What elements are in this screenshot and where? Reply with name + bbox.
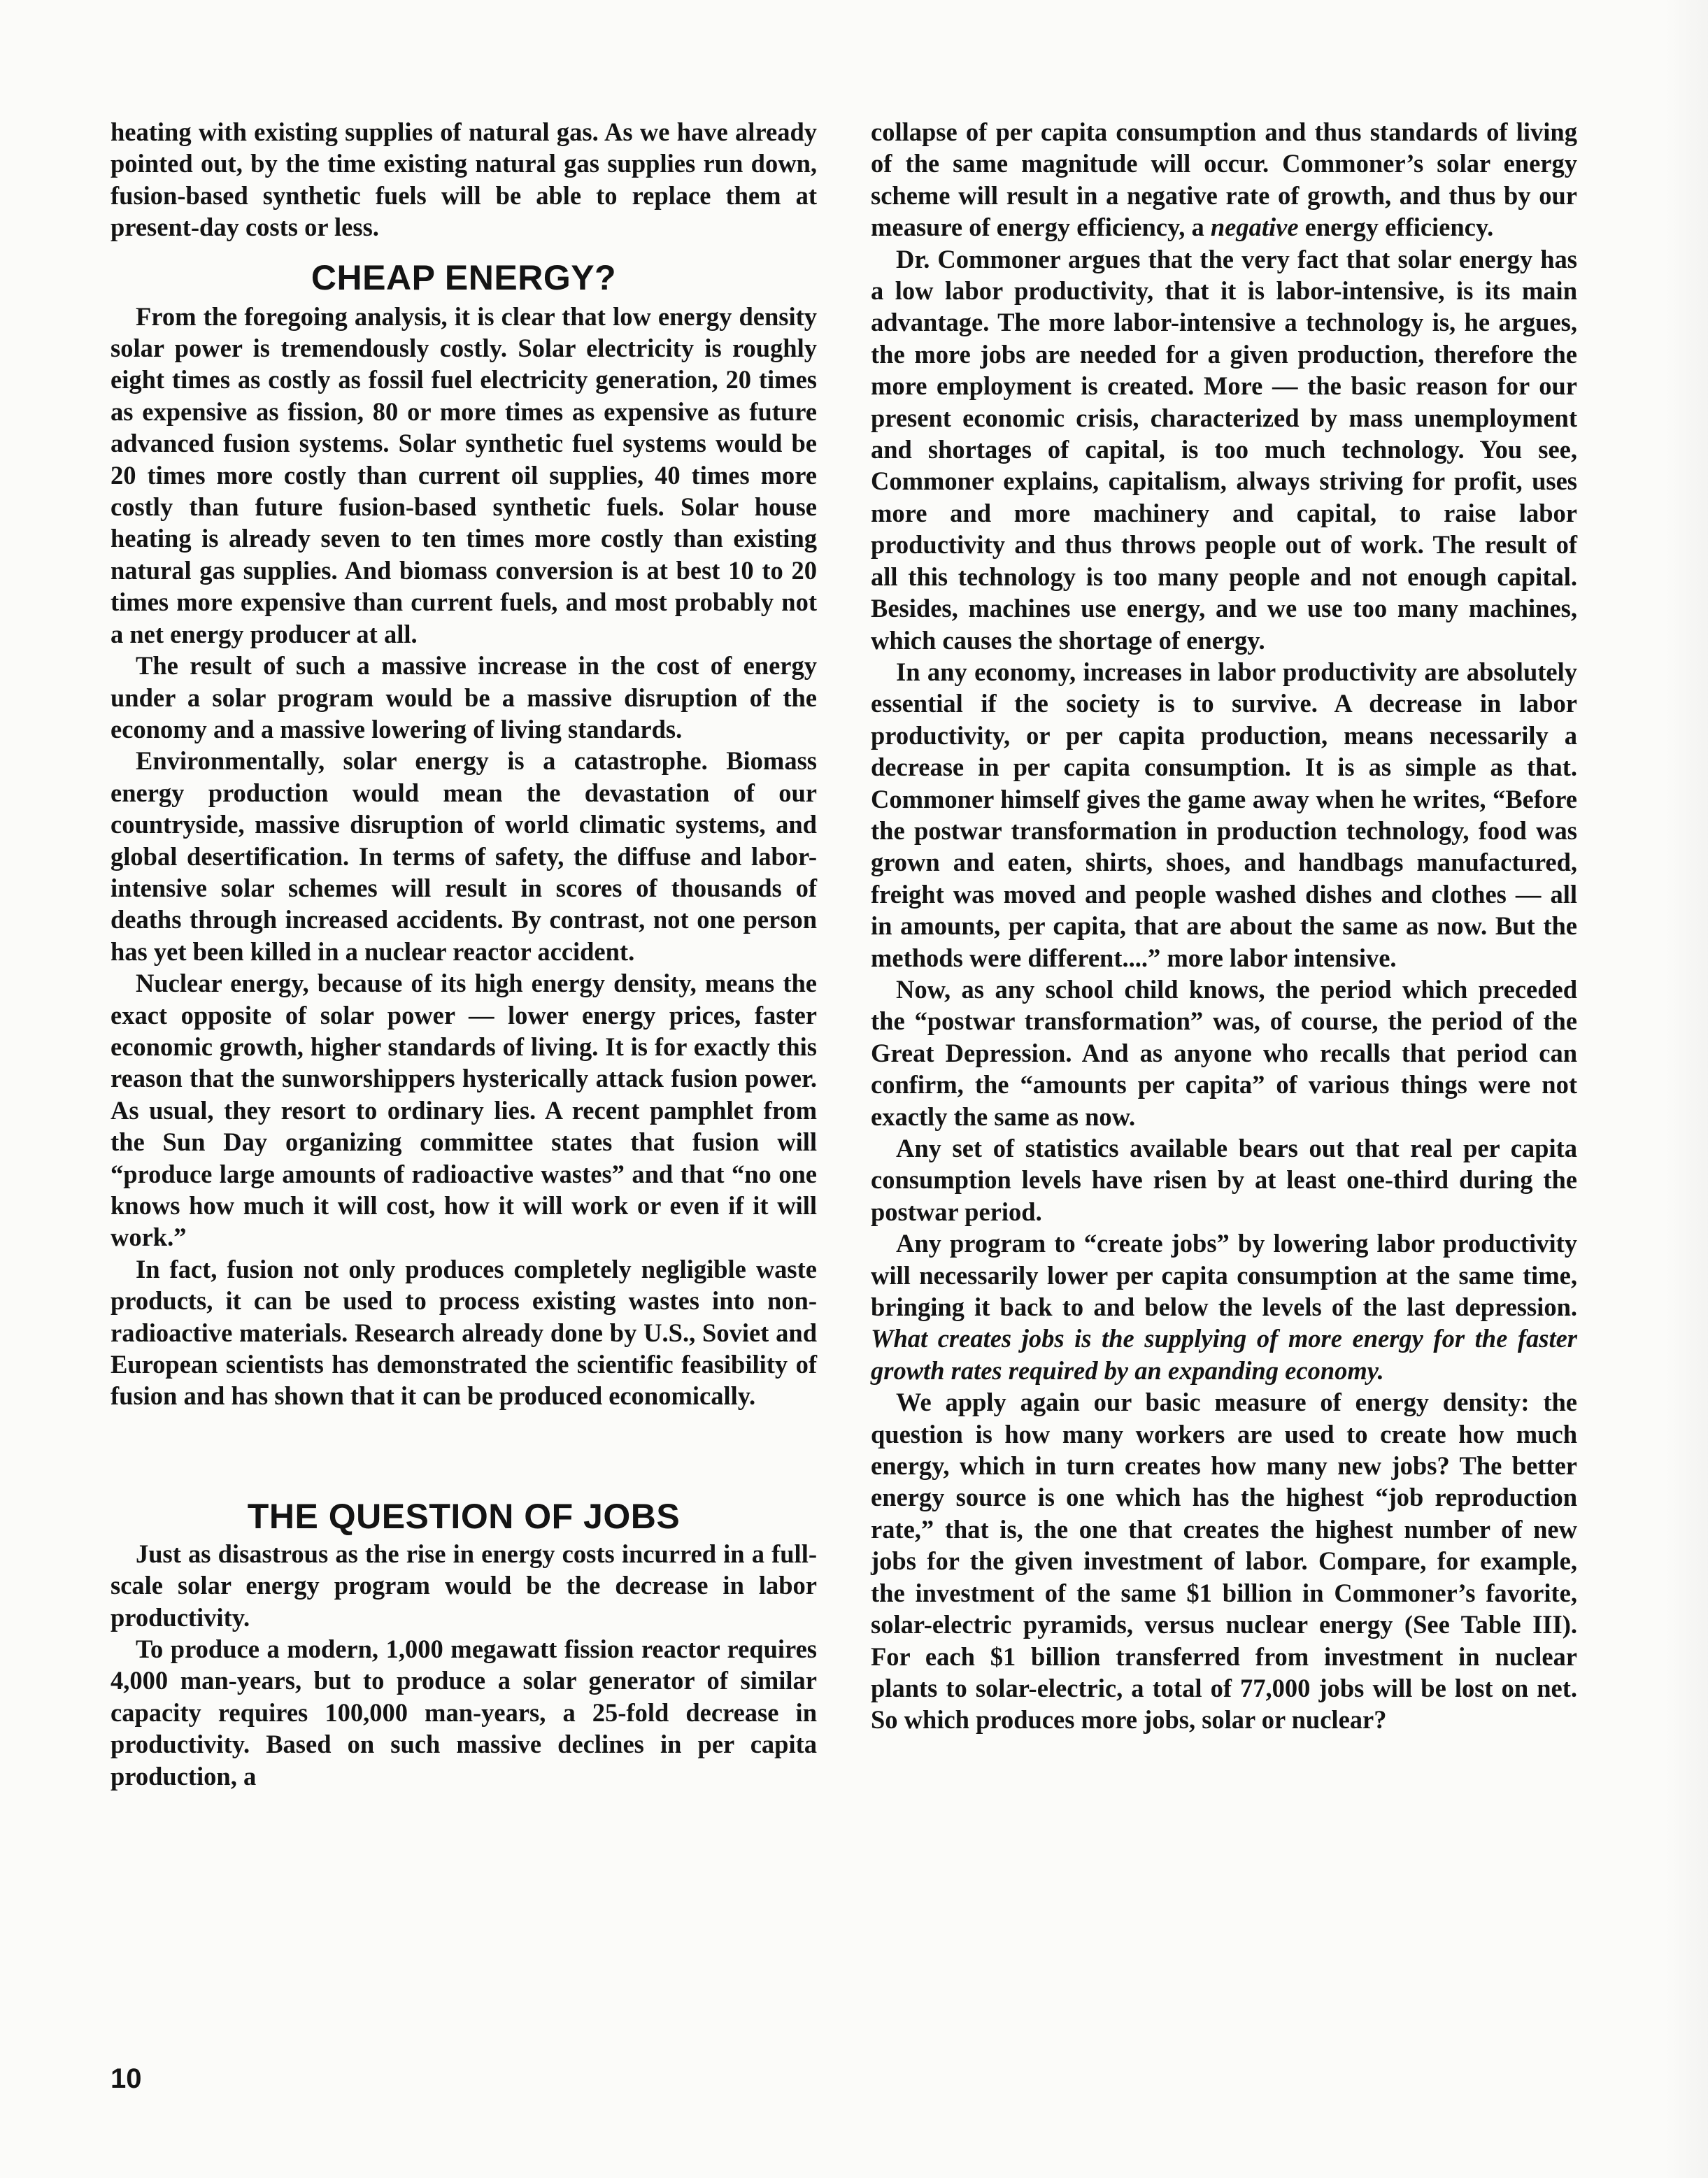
right-column — [871, 116, 1577, 1736]
paragraph: The result of such a massive increase in the cost of energy under a solar program would be a massive disruption of the economy and a massive lowering of living standards. — [111, 651, 817, 743]
paragraph: In fact, fusion not only produces completely negligible waste products, it can be used to process existing wastes into non-radioactive materials. Research already done by U.S., Soviet and European scientists has demonstrated the scientific feasibility of fusion and has shown that it can be produced economically. — [111, 1254, 817, 1411]
paragraph: From the foregoing analysis, it is clear that low energy density solar power is tremendously costly. Solar electricity is roughly eight times as costly as fossil fuel electricity generation, 20 times as expensive as fission, 80 or more times as expensive as future advanced fusion systems. Solar synthetic fuel systems would be 20 times more costly than current oil supplies, 40 times more costly than future fusion-based synthetic fuels. Solar house heating is already seven to ten times more costly than existing natural gas supplies. And biomass conversion is at best 10 to 20 times more expensive than current fuels, and most probably not a net energy producer at all. — [111, 301, 817, 648]
heading-question-of-jobs: THE QUESTION OF JOBS — [247, 1496, 681, 1536]
italic-text: negative — [1210, 213, 1299, 242]
italic-text: What creates jobs is the supplying of more energy for the faster growth rates required by an expanding economy. — [871, 1324, 1577, 1385]
page-number: 10 — [111, 2063, 142, 2094]
paragraph: Just as disastrous as the rise in energy costs incurred in a full-scale solar energy program would be the decrease in labor productivity. — [111, 1539, 817, 1632]
paragraph-continued — [871, 116, 1577, 243]
text-run: Any program to “create jobs” by lowering labor productivity will necessarily lower per capita consumption at the same time, bringing it back to and below the levels of the last depression. — [871, 1229, 1577, 1322]
heading-cheap-energy: CHEAP ENERGY? — [311, 257, 617, 297]
text-run: collapse of per capita consumption and thus standards of living of the same magnitude will occur. Commoner’s solar energy scheme will result in a negative rate of growth, and thus by our measure of energy efficiency, a — [871, 118, 1577, 242]
paragraph: Environmentally, solar energy is a catastrophe. Biomass energy production would mean the devastation of our countryside, massive disruption of world climatic systems, and global desertification. In terms of safety, the diffuse and labor-intensive solar schemes will result in scores of thousands of deaths through increased accidents. By contrast, not one person has yet been killed in a nuclear reactor accident. — [111, 746, 817, 966]
left-column — [111, 116, 817, 1792]
paragraph: Nuclear energy, because of its high energy density, means the exact opposite of solar power — lower energy prices, faster economic growth, higher standards of living. It is for exactly this reason that the sunworshippers hysterically attack fusion power. As usual, they resort to ordinary lies. A recent pamphlet from the Sun Day organizing committee states that fusion will “produce large amounts of radioactive wastes” and that “no one knows how much it will cost, how it will work or even if it will work.” — [111, 969, 817, 1252]
paragraph: Dr. Commoner argues that the very fact that solar energy has a low labor productivity, that it is labor-intensive, is its main advantage. The more labor-intensive a technology is, he argues, the more jobs are needed for a given production, therefore the more employment is created. More — the basic reason for our present economic crisis, characterized by mass unemployment and shortages of capital, is too much technology. You see, Commoner explains, capitalism, always striving for profit, uses more and more machinery and capital, to raise labor productivity and thus throws people out of work. The result of all this technology is too many people and not enough capital. Besides, machines use energy, and we use too many machines, which causes the shortage of energy. — [871, 244, 1577, 655]
paragraph — [871, 1227, 1577, 1386]
paragraph-intro: heating with existing supplies of natural gas. As we have already pointed out, by the time existing natural gas supplies run down, fusion-based synthetic fuels will be able to replace them at present-day costs or less. — [111, 118, 817, 242]
paragraph: In any economy, increases in labor productivity are absolutely essential if the society is to survive. A decrease in labor productivity, or per capita production, means necessarily a decrease in per capita consumption. It is as simple as that. Commoner himself gives the game away when he writes, “Before the postwar transformation in production technology, food was grown and eaten, shirts, shoes, and handbags manufactured, freight was moved and people washed dishes and clothes — all in amounts, per capita, that are about the same as now. But the methods were different....” more labor intensive. — [871, 657, 1577, 972]
text-run: energy efficiency. — [1298, 213, 1494, 242]
scan-edge — [1666, 0, 1708, 2178]
paragraph: To produce a modern, 1,000 megawatt fission reactor requires 4,000 man-years, but to produce a solar generator of similar capacity requires 100,000 man-years, a 25-fold decrease in productivity. Based on such massive declines in per capita production, a — [111, 1635, 817, 1791]
paragraph: We apply again our basic measure of energy density: the question is how many workers are used to create how much energy, which in turn creates how many new jobs? The better energy source is one which has the highest “job reproduction rate,” that is, the one that creates the highest number of new jobs for the given investment of labor. Compare, for example, the investment of the same $1 billion in Commoner’s favorite, solar-electric pyramids, versus nuclear energy (See Table III). For each $1 billion transferred from investment in nuclear plants to solar-electric, a total of 77,000 jobs will be lost on net. So which produces more jobs, solar or nuclear? — [871, 1388, 1577, 1735]
paragraph: Now, as any school child knows, the period which preceded the “postwar transformation” was, of course, the period of the Great Depression. And as anyone who recalls that period can confirm, the “amounts per capita” of various things were not exactly the same as now. — [871, 974, 1577, 1131]
paragraph: Any set of statistics available bears out that real per capita consumption levels have risen by at least one-third during the postwar period. — [871, 1134, 1577, 1226]
